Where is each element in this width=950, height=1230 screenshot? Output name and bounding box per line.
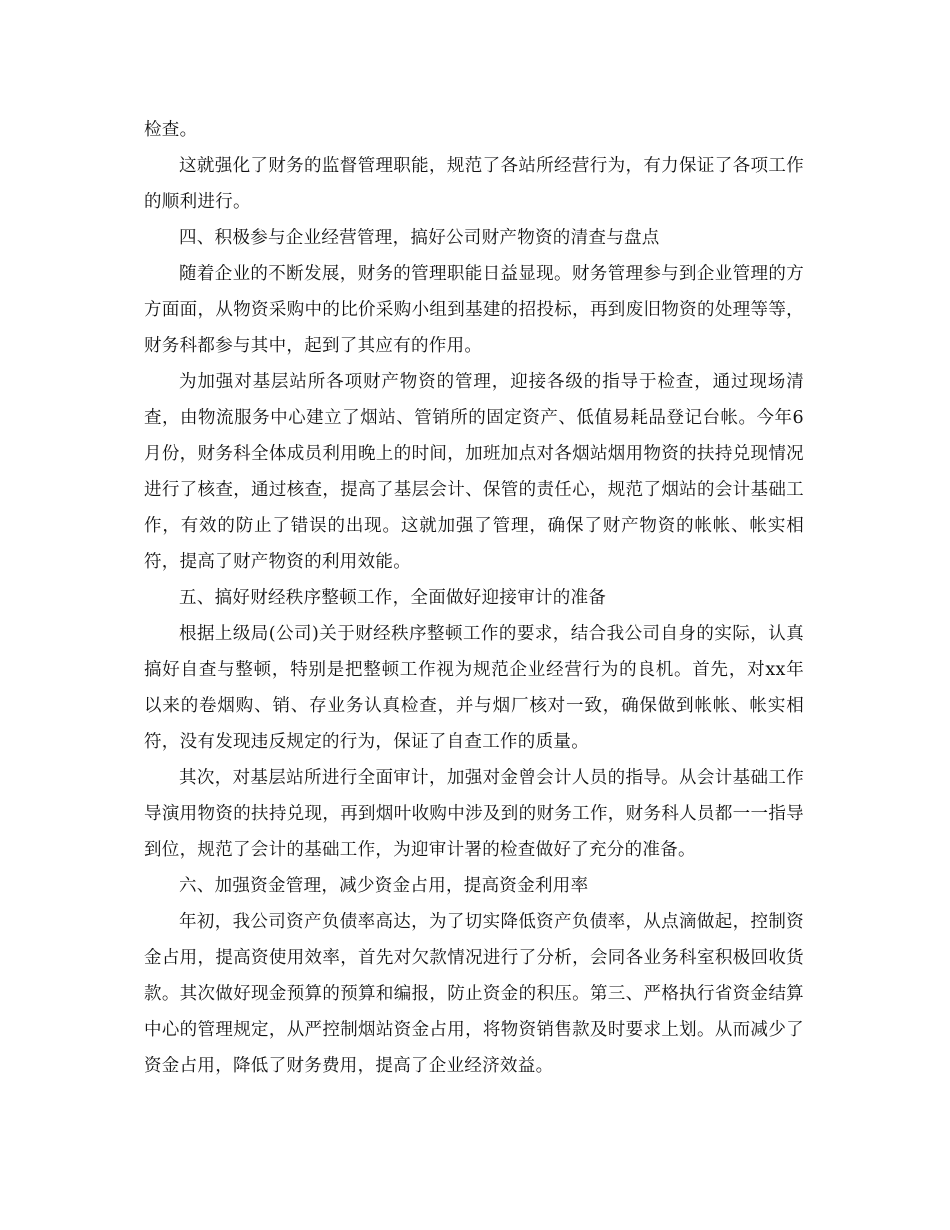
section-heading-6: 六、加强资金管理，减少资金占用，提高资金利用率 [179, 876, 589, 896]
paragraph-1: 检查。 [144, 120, 198, 140]
paragraph-4: 随着企业的不断发展，财务的管理职能日益显现。财务管理参与到企业管理的方方面面，从物资采购中的比价采购小组到基建的招投标，再到废旧物资的处理等等，财务科都参与其中，起到了其应有的作用。 [144, 264, 804, 356]
paragraph-7: 根据上级局(公司)关于财经秩序整顿工作的要求，结合我公司自身的实际，认真搞好自查与整顿，特别是把整顿工作视为规范企业经营行为的良机。首先，对xx年以来的卷烟购、销、存业务认真检查，并与烟厂核对一致，确保做到帐帐、帐实相符，没有发现违反规定的行为，保证了自查工作的质量。 [144, 624, 804, 752]
paragraph-5: 为加强对基层站所各项财产物资的管理，迎接各级的指导于检查，通过现场清查，由物流服务中心建立了烟站、管销所的固定资产、低值易耗品登记台帐。今年6月份，财务科全体成员利用晚上的时间，加班加点对各烟站烟用物资的扶持兑现情况进行了核查，通过核查，提高了基层会计、保管的责任心，规范了烟站的会计基础工作，有效的防止了错误的出现。这就加强了管理，确保了财产物资的帐帐、帐实相符，提高了财产物资的利用效能。 [144, 372, 804, 572]
paragraph-2: 这就强化了财务的监督管理职能，规范了各站所经营行为，有力保证了各项工作的顺利进行。 [144, 156, 804, 212]
section-heading-4: 四、积极参与企业经营管理，搞好公司财产物资的清查与盘点 [179, 228, 660, 248]
section-heading-5: 五、搞好财经秩序整顿工作，全面做好迎接审计的准备 [179, 588, 607, 608]
paragraph-8: 其次，对基层站所进行全面审计，加强对金曾会计人员的指导。从会计基础工作导演用物资的扶持兑现，再到烟叶收购中涉及到的财务工作，财务科人员都一一指导到位，规范了会计的基础工作，为迎审计署的检查做好了充分的准备。 [144, 768, 804, 860]
paragraph-10: 年初，我公司资产负债率高达，为了切实降低资产负债率，从点滴做起，控制资金占用，提高资使用效率，首先对欠款情况进行了分析，会同各业务科室积极回收货款。其次做好现金预算的预算和编报，防止资金的积压。第三、严格执行省资金结算中心的管理规定，从严控制烟站资金占用，将物资销售款及时要求上划。从而减少了资金占用，降低了财务费用，提高了企业经济效益。 [144, 912, 804, 1076]
